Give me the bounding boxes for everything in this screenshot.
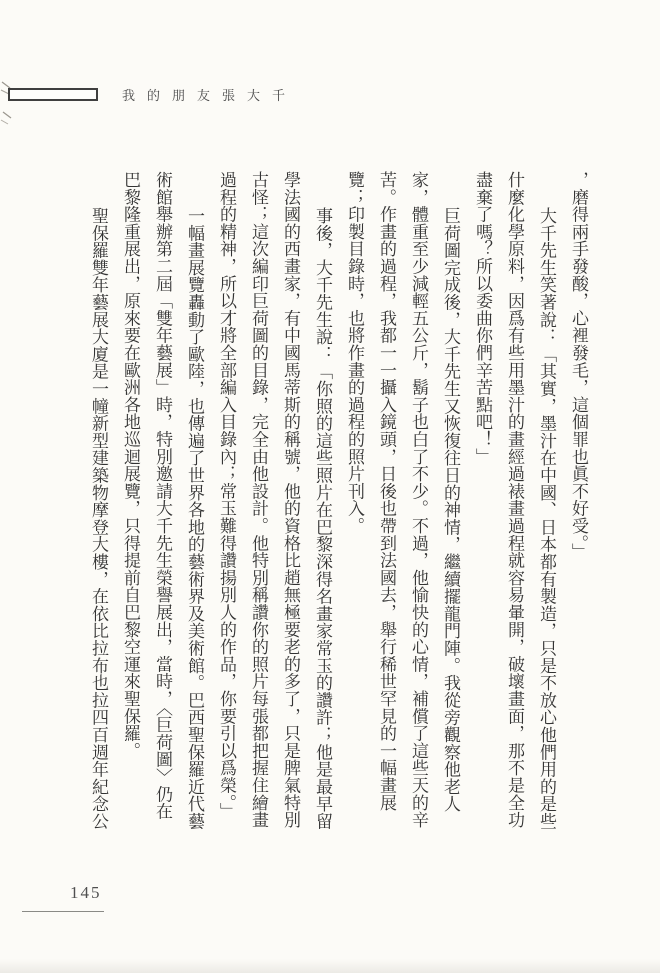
paragraph-2: 大千先生笑著說：「其實，墨汁在中國、日本都有製造，只是不放心他們用的是些什麼化學原料，因爲有些用墨汁的畫經過裱畫過程就容易暈開，破壞畫面，那不是全功盡棄了嗎？所以委曲你們辛苦點吧！」 (473, 171, 556, 830)
paragraph-6: 聖保羅雙年藝展大廈是一幢新型建築物摩登大樓，在依比拉布也拉四百週年紀念公 (89, 206, 108, 830)
paragraph-4: 事後，大千先生說：「你照的這些照片在巴黎深得名畫家常玉的讚許；他是最早留學法國的西畫家，有中國馬蒂斯的稱號，他的資格比趙無極要老的多了，只是脾氣特別古怪；這次編印巨荷圖的目錄，完全由他設計。他特別稱讚你的照片每張都把握住繪畫過程的精神，所以才將全部編入目錄內；常玉難得讚揚別人的作品，你要引以爲榮。」 (217, 171, 332, 830)
paragraph-3: 巨荷圖完成後，大千先生又恢復往日的神情，繼續擺龍門陣。我從旁觀察他老人家，體重至少減輕五公斤，鬍子也白了不少。不過，他愉快的心情，補償了這些天的辛苦。作畫的過程，我都一一攝入鏡頭，日後也帶到法國去，舉行稀世罕見的一幅畫展覽；印製目錄時，也將作畫的過程的照片刊入。 (345, 171, 460, 829)
page-number: 145 (70, 883, 102, 902)
paragraph-continuation: ，磨得兩手發酸，心裡發毛，這個罪也眞不好受。」 (569, 171, 588, 561)
running-header: 我的朋友張大千 (122, 88, 298, 103)
page-number-rule (22, 911, 104, 912)
margin-tab-box (8, 88, 98, 101)
body-text-block (80, 171, 594, 831)
scan-shadow (0, 959, 660, 973)
paragraph-5: 一幅畫展覽轟動了歐陸，也傳遍了世界各地的藝術界及美術館。巴西聖保羅近代藝術館舉辦第二屆「雙年藝展」時，特別邀請大千先生榮譽展出，當時，〈巨荷圖〉仍在巴黎隆重展出，原來要在歐洲各地巡迴展覽，只得提前自巴黎空運來聖保羅。 (121, 171, 204, 830)
pencil-scribble (0, 78, 16, 128)
